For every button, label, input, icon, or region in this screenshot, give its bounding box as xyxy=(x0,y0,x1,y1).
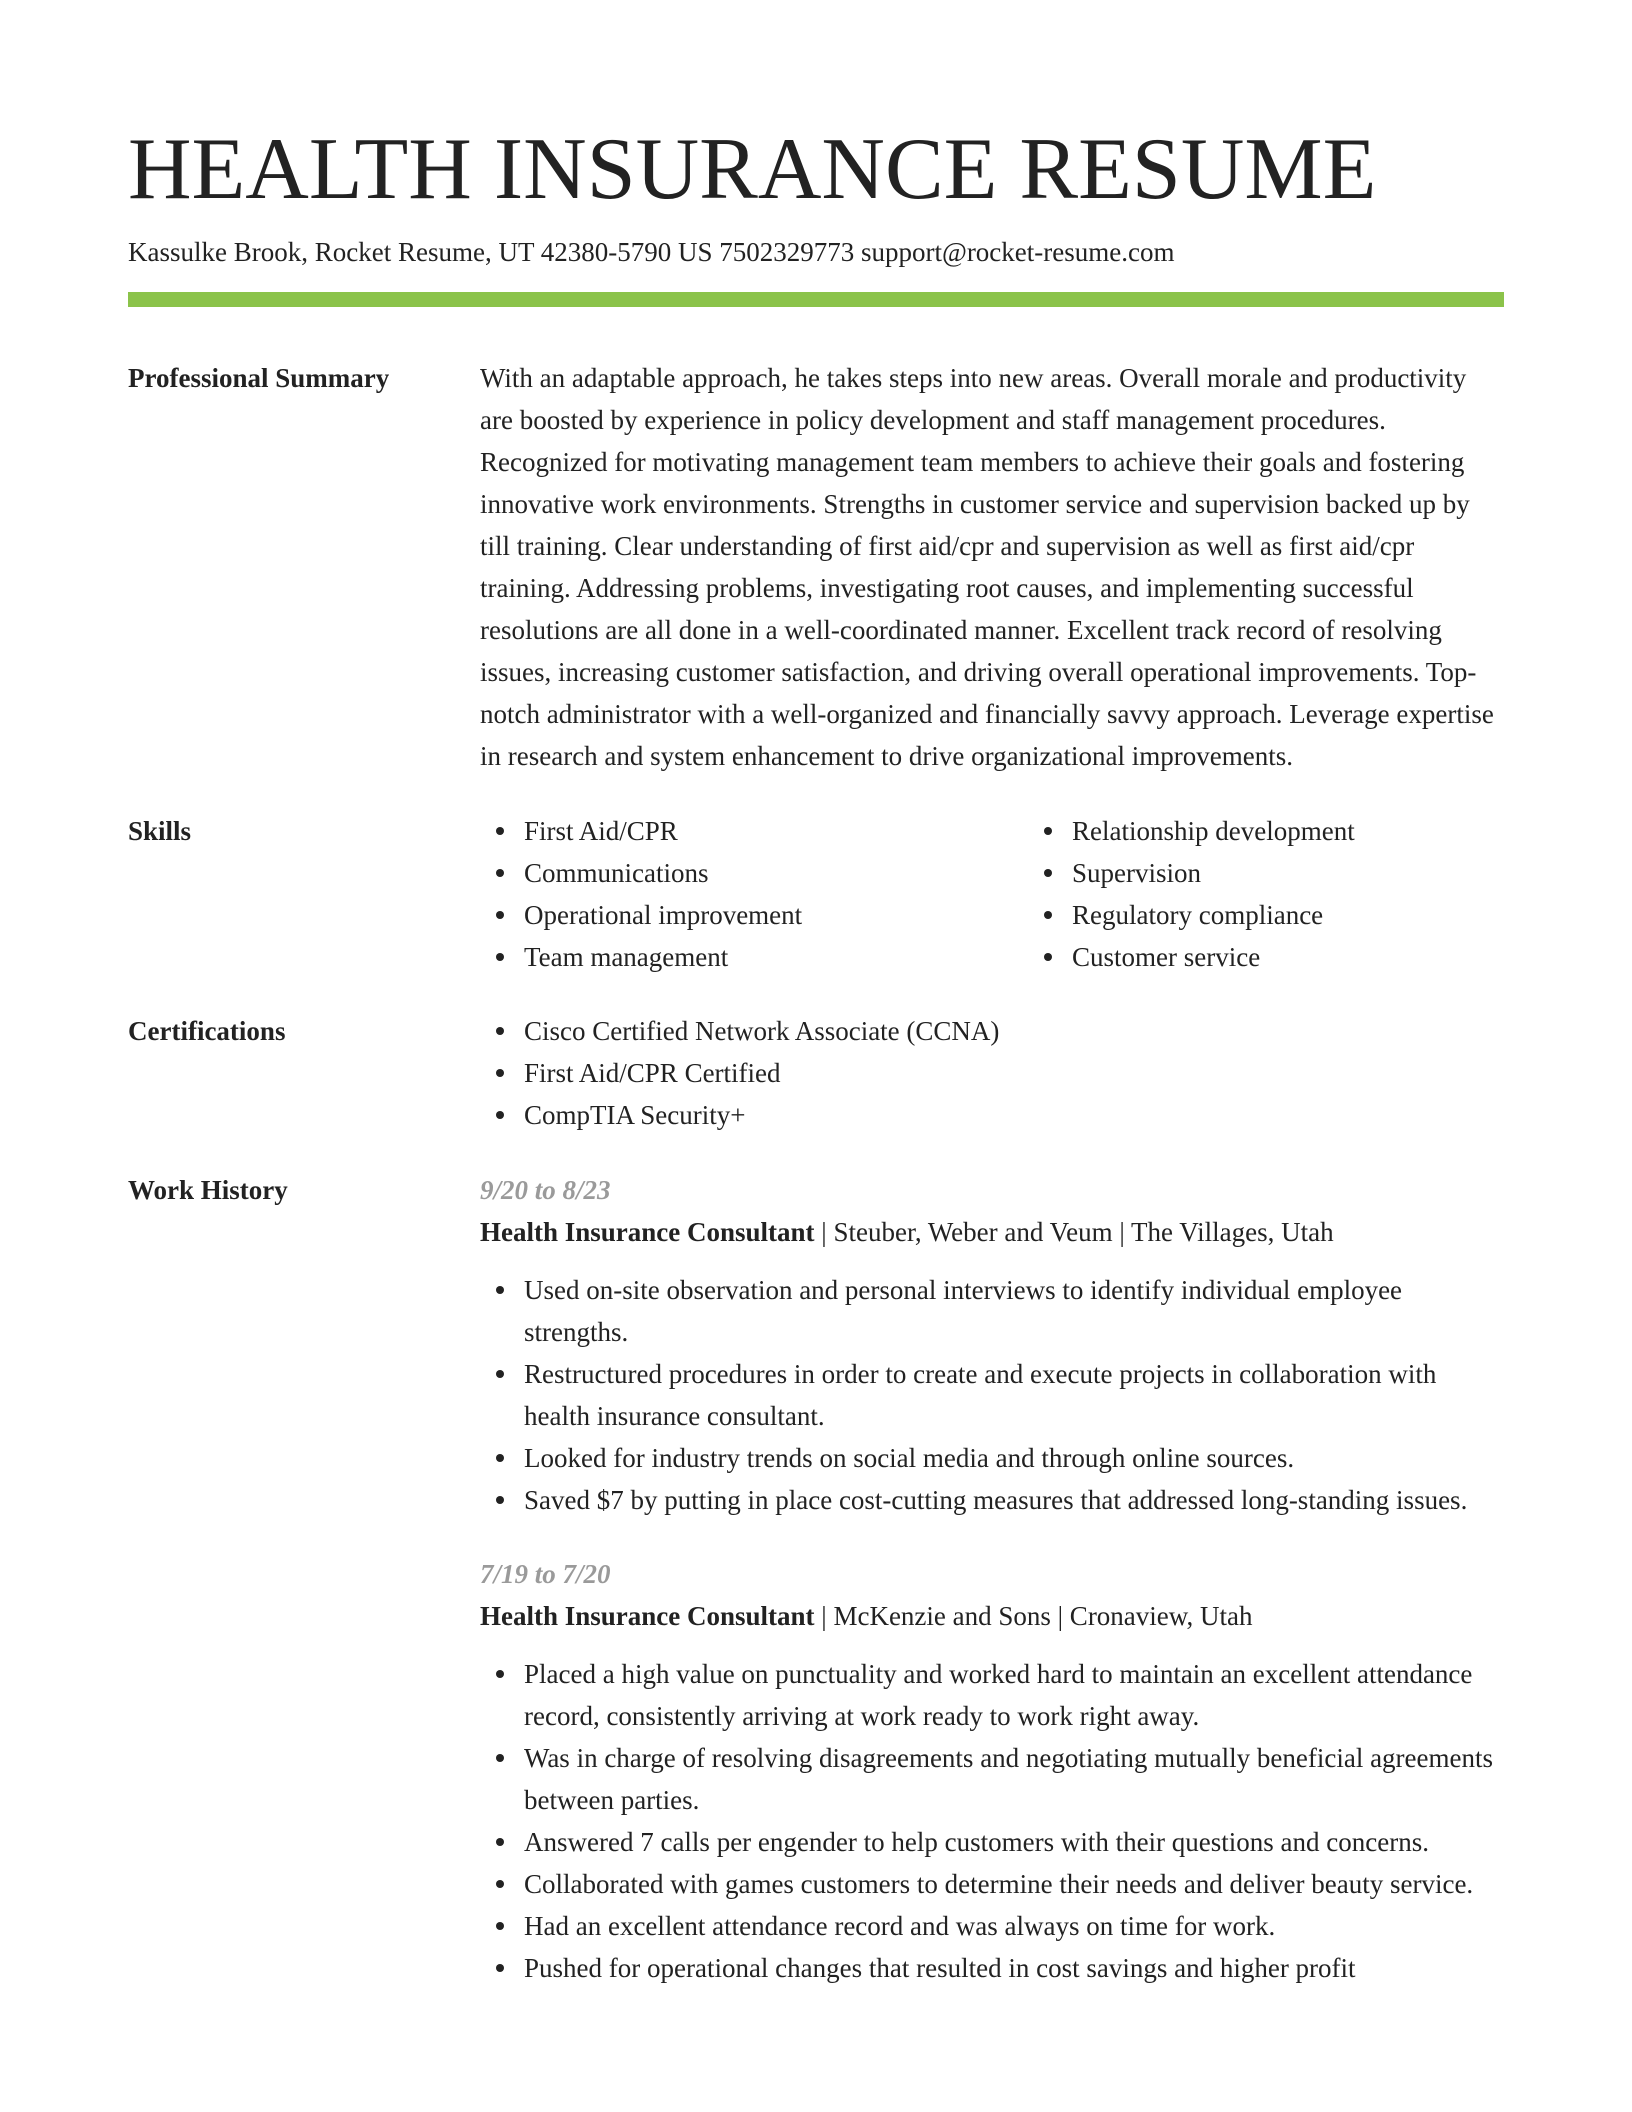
job-dates: 7/19 to 7/20 xyxy=(480,1559,611,1589)
skills-column-1 xyxy=(480,810,1028,978)
job-entry xyxy=(480,1553,1504,1989)
job-heading xyxy=(480,1211,1504,1253)
section-label-summary: Professional Summary xyxy=(128,363,390,393)
job-bullet: Pushed for operational changes that resulted in cost savings and higher profit xyxy=(524,1947,1504,1989)
job-bullet: Used on-site observation and personal interviews to identify individual employee strengths. xyxy=(524,1269,1504,1353)
job-entry xyxy=(480,1169,1504,1521)
job-dates: 9/20 to 8/23 xyxy=(480,1175,611,1205)
summary-text: With an adaptable approach, he takes steps into new areas. Overall morale and productivity are boosted by experience in policy development and staff management procedures. Recognized for motivating management team members to achieve their goals and fostering innovative work environments. Strengths in customer service and supervision backed up by till training. Clear understanding of first aid/cpr and supervision as well as first aid/cpr training. Addressing problems, investigating root causes, and implementing successful resolutions are all done in a well-coordinated manner. Excellent track record of resolving issues, increasing customer satisfaction, and driving overall operational improvements. Top-notch administrator with a well-organized and financially savvy approach. Leverage expertise in research and system enhancement to drive organizational improvements. xyxy=(480,363,1494,771)
skills-grid xyxy=(480,810,1576,978)
job-employer-location: | McKenzie and Sons | Cronaview, Utah xyxy=(814,1601,1253,1631)
skill-item: Operational improvement xyxy=(524,894,1028,936)
skill-item: Relationship development xyxy=(1072,810,1576,852)
skills-column-2 xyxy=(1028,810,1576,978)
job-heading xyxy=(480,1595,1504,1637)
skill-item: First Aid/CPR xyxy=(524,810,1028,852)
skill-item: Communications xyxy=(524,852,1028,894)
job-bullet: Restructured procedures in order to create and execute projects in collaboration with health insurance consultant. xyxy=(524,1353,1504,1437)
job-bullet: Answered 7 calls per engender to help customers with their questions and concerns. xyxy=(524,1821,1504,1863)
job-title: Health Insurance Consultant xyxy=(480,1601,815,1631)
job-bullet: Saved $7 by putting in place cost-cutting measures that addressed long-standing issues. xyxy=(524,1479,1504,1521)
job-bullet: Was in charge of resolving disagreements and negotiating mutually beneficial agreements between parties. xyxy=(524,1737,1504,1821)
skill-item: Supervision xyxy=(1072,852,1576,894)
summary-section xyxy=(128,357,1504,777)
section-label-work-history: Work History xyxy=(128,1175,288,1205)
skill-item: Customer service xyxy=(1072,936,1576,978)
section-label-certifications: Certifications xyxy=(128,1016,286,1046)
job-employer-location: | Steuber, Weber and Veum | The Villages, Utah xyxy=(814,1217,1334,1247)
certifications-body xyxy=(480,1010,1504,1136)
contact-line: Kassulke Brook, Rocket Resume, UT 42380-5790 US 7502329773 support@rocket-resume.com xyxy=(128,237,1175,267)
header-divider xyxy=(128,292,1504,307)
certifications-list xyxy=(480,1010,1504,1136)
skill-item: Team management xyxy=(524,936,1028,978)
resume-title: HEALTH INSURANCE RESUME xyxy=(128,121,1377,218)
job-bullets xyxy=(480,1269,1504,1521)
work-history-body xyxy=(480,1169,1504,1989)
certification-item: CompTIA Security+ xyxy=(524,1094,1504,1136)
skills-section xyxy=(128,810,1504,978)
work-history-section xyxy=(128,1169,1504,1989)
job-bullets xyxy=(480,1653,1504,1989)
skill-item: Regulatory compliance xyxy=(1072,894,1576,936)
job-title: Health Insurance Consultant xyxy=(480,1217,815,1247)
resume-page xyxy=(128,118,1504,1989)
job-bullet: Looked for industry trends on social media and through online sources. xyxy=(524,1437,1504,1479)
job-bullet: Placed a high value on punctuality and worked hard to maintain an excellent attendance record, consistently arriving at work ready to work right away. xyxy=(524,1653,1504,1737)
job-bullet: Had an excellent attendance record and was always on time for work. xyxy=(524,1905,1504,1947)
certification-item: First Aid/CPR Certified xyxy=(524,1052,1504,1094)
section-label-skills: Skills xyxy=(128,816,192,846)
certifications-section xyxy=(128,1010,1504,1136)
certification-item: Cisco Certified Network Associate (CCNA) xyxy=(524,1010,1504,1052)
job-bullet: Collaborated with games customers to determine their needs and deliver beauty service. xyxy=(524,1863,1504,1905)
